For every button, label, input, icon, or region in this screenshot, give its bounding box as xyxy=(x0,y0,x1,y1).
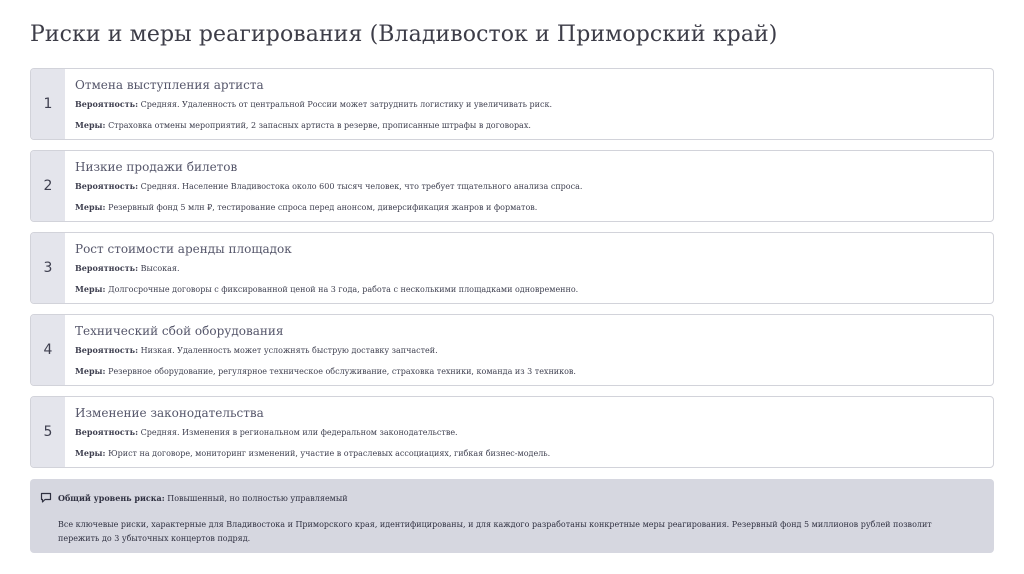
probability-text: Средняя. Население Владивостока около 600 тысяч человек, что требует тщательного анализа спроса. xyxy=(140,182,583,191)
risk-measures xyxy=(75,120,552,130)
probability-text: Средняя. Изменения в региональном или федеральном законодательстве. xyxy=(140,428,458,437)
risk-card-4 xyxy=(30,314,994,386)
measures-label: Меры: xyxy=(75,202,106,212)
probability-text: Низкая. Удаленность может усложнять быструю доставку запчастей. xyxy=(140,346,438,355)
measures-label: Меры: xyxy=(75,284,106,294)
measures-text: Резервный фонд 5 млн ₽, тестирование спроса перед анонсом, диверсификация жанров и форматов. xyxy=(108,203,538,212)
probability-text: Высокая. xyxy=(140,264,180,273)
risk-card-3 xyxy=(30,232,994,304)
probability-label: Вероятность: xyxy=(75,427,139,437)
measures-text: Резервное оборудование, регулярное техническое обслуживание, страховка техники, команда из 3 техников. xyxy=(108,367,576,376)
risk-card-5 xyxy=(30,396,994,468)
probability-label: Вероятность: xyxy=(75,263,139,273)
risk-probability xyxy=(75,427,550,437)
summary-label: Общий уровень риска: xyxy=(58,493,165,503)
measures-text: Долгосрочные договоры с фиксированной ценой на 3 года, работа с несколькими площадками одновременно. xyxy=(108,285,579,294)
risk-probability xyxy=(75,99,552,109)
risk-probability xyxy=(75,181,582,191)
probability-text: Средняя. Удаленность от центральной России может затруднить логистику и увеличивать риск. xyxy=(140,100,552,109)
risk-measures xyxy=(75,284,578,294)
risk-card-1 xyxy=(30,68,994,140)
measures-label: Меры: xyxy=(75,120,106,130)
measures-label: Меры: xyxy=(75,448,106,458)
measures-text: Юрист на договоре, мониторинг изменений, участие в отраслевых ассоциациях, гибкая бизнес-модель. xyxy=(108,449,551,458)
page-title: Риски и меры реагирования (Владивосток и Приморский край) xyxy=(30,22,778,47)
probability-label: Вероятность: xyxy=(75,345,139,355)
risk-body xyxy=(65,315,576,385)
risk-body xyxy=(65,69,552,139)
risk-title: Изменение законодательства xyxy=(75,406,264,420)
risk-body xyxy=(65,233,578,303)
chat-bubble-icon xyxy=(40,492,52,504)
risk-list xyxy=(30,68,994,478)
risk-measures xyxy=(75,202,582,212)
risk-measures xyxy=(75,448,550,458)
risk-probability xyxy=(75,263,578,273)
risk-body xyxy=(65,151,582,221)
risk-card-2 xyxy=(30,150,994,222)
summary-level: Повышенный, но полностью управляемый xyxy=(167,493,348,503)
measures-label: Меры: xyxy=(75,366,106,376)
probability-label: Вероятность: xyxy=(75,99,139,109)
probability-label: Вероятность: xyxy=(75,181,139,191)
risk-number: 4 xyxy=(31,315,65,385)
risk-number: 3 xyxy=(31,233,65,303)
risk-number: 5 xyxy=(31,397,65,467)
risk-probability xyxy=(75,345,576,355)
risk-title: Рост стоимости аренды площадок xyxy=(75,242,292,256)
summary-text: Все ключевые риски, характерные для Владивостока и Приморского края, идентифицированы, и для каждого разработаны конкретные меры реагирования. Резервный фонд 5 миллионов рублей позволит пережить до 3 убыточных концертов подряд. xyxy=(58,520,932,543)
risk-title: Отмена выступления артиста xyxy=(75,78,264,92)
measures-text: Страховка отмены мероприятий, 2 запасных артиста в резерве, прописанные штрафы в договорах. xyxy=(108,121,531,130)
summary-box xyxy=(30,479,994,553)
risk-measures xyxy=(75,366,576,376)
risk-number: 1 xyxy=(31,69,65,139)
risk-title: Технический сбой оборудования xyxy=(75,324,284,338)
risk-body xyxy=(65,397,550,467)
risk-title: Низкие продажи билетов xyxy=(75,160,238,174)
risk-number: 2 xyxy=(31,151,65,221)
summary-header xyxy=(40,492,984,504)
